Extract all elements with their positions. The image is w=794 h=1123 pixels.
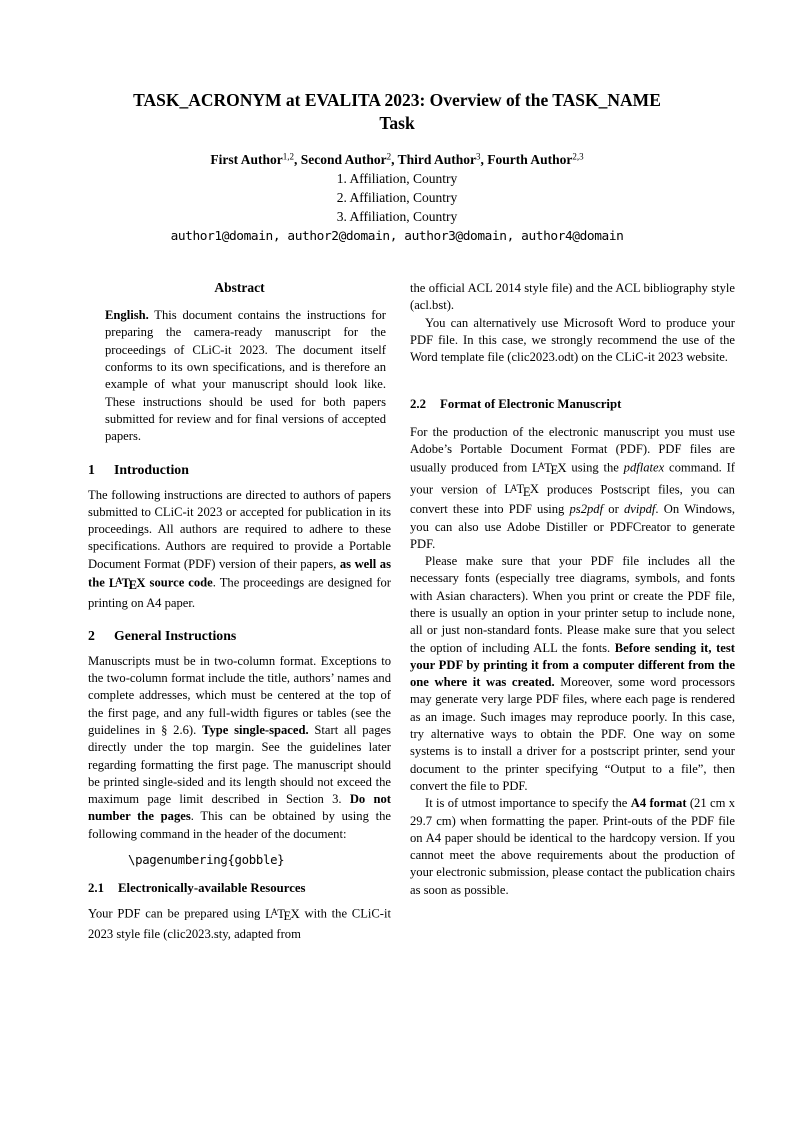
section-heading-general-instructions xyxy=(88,628,391,644)
section-heading-introduction xyxy=(88,462,391,478)
affiliation-line-1: 1. Affiliation, Country xyxy=(336,171,458,187)
abstract-text: English. This document contains the instructions for preparing the camera-ready manuscript for the proceedings of CLiC-it 2023. The document itself conforms to its own specifications, and is therefore an example of what your manuscript should look like. These instructions should be used for both papers submitted for review and for final versions of accepted papers. xyxy=(105,308,386,444)
format-paragraph-1: For the production of the electronic manuscript you must use Adobe’s Portable Document Format (PDF). PDF files are usually produced from $L^ATEX$ using the pdflatex command. If your version of $L^ATEX$ produces Postscript files, you can convert these into PDF using ps2pdf or dvipdf. On Windows, you can also use Adobe Distiller or PDFCreator to generate PDF. xyxy=(410,424,735,551)
paper-header xyxy=(0,0,794,244)
introduction-paragraph: The following instructions are directed to authors of papers submitted to CLiC-it 2023 or accepted for publication in its proceedings. All authors are required to adhere to these specifications. Authors are required to provide a Portable Document Format (PDF) version of their papers, as well as the $L^ATEX$ source code. The proceedings are designed for printing on A4 paper. xyxy=(88,487,392,610)
latex-command-code: \pagenumbering{gobble} xyxy=(128,853,285,868)
abstract-heading: Abstract xyxy=(214,280,265,296)
latex-logo: $L^ATEX$ xyxy=(532,460,567,478)
subsection-title: Format of Electronic Manuscript xyxy=(440,396,622,411)
general-instructions-paragraph: Manuscripts must be in two-column format. Exceptions to the two-column format include the title, authors’ names and complete addresses, which must be centered at the top of the first page, and any full-width figures or tables (see the guidelines in § 2.6). Type single-spaced. Start all pages directly under the top margin. See the guidelines later regarding formatting the first page. The manuscript should be printed single-sided and its length should not exceed the maximum page limit described in Section 3. Do not number the pages. This can be obtained by using the following command in the header of the document: xyxy=(88,653,391,841)
section-title: General Instructions xyxy=(114,627,237,643)
resources-paragraph-start: Your PDF can be prepared using $L^ATEX$ with the CLiC-it 2023 style file (clic2023.sty, adapted from xyxy=(88,906,391,941)
column-gap xyxy=(391,268,410,943)
latex-logo: $L^ATEX$ xyxy=(108,575,146,593)
subsection-heading-resources xyxy=(88,881,391,896)
left-column xyxy=(88,268,391,943)
section-number: 2 xyxy=(88,627,95,643)
affiliation-line-2: 2. Affiliation, Country xyxy=(336,190,458,206)
format-paragraph-2: Please make sure that your PDF file includes all the necessary fonts (especially tree diagrams, symbols, and fonts with Asian characters). When you print or create the PDF file, there is usually an option in your printer setup to include none, all or just non-standard fonts. Please make sure that you select the option of including ALL the fonts. Before sending it, test your PDF by printing it from a computer different from the one where it was created. Moreover, some word processors may generate very large PDF files, where each page is rendered as an image. Such images may reproduce poorly. In this case, try alternative ways to obtain the PDF. One way on some systems is to install a driver for a postscript printer, send your document to the printer specifying “Output to a file”, then convert the file to PDF. xyxy=(410,554,735,793)
subsection-title: Electronically-available Resources xyxy=(118,881,306,896)
paper-title-line1: TASK_ACRONYM at EVALITA 2023: Overview of the TASK_NAME xyxy=(133,90,661,110)
author-line: First Author$^{1,2}$, Second Author$^2$, Third Author$^3$, Fourth Author$^{2,3}$ xyxy=(210,151,584,168)
subsection-number: 2.1 xyxy=(88,881,104,896)
email-line: author1@domain, author2@domain, author3@domain, author4@domain xyxy=(170,229,624,245)
format-paragraph-3: It is of utmost importance to specify the A4 format (21 cm x 29.7 cm) when formatting the paper. Print-outs of the PDF file on A4 paper should be identical to the hardcopy version. If you cannot meet the above requirements about the production of your electronic submission, please contact the publication chairs as soon as possible. xyxy=(410,796,735,897)
affiliation-line-3: 3. Affiliation, Country xyxy=(336,209,458,225)
subsection-number: 2.2 xyxy=(410,396,426,411)
resources-paragraph-continued: the official ACL 2014 style file) and the ACL bibliography style (acl.bst). xyxy=(410,281,735,313)
two-column-body xyxy=(88,268,794,943)
paper-title-line2: Task xyxy=(379,113,415,134)
section-title: Introduction xyxy=(114,461,189,477)
latex-logo: $L^ATEX$ xyxy=(504,482,540,499)
right-column xyxy=(410,268,735,943)
paper-title xyxy=(60,89,734,135)
latex-logo: $L^ATEX$ xyxy=(265,906,300,924)
section-number: 1 xyxy=(88,461,95,477)
subsection-heading-format xyxy=(410,397,735,412)
resources-paragraph-2: You can alternatively use Microsoft Word to produce your PDF file. In this case, we strongly recommend the use of the Word template file (clic2023.odt) on the CLiC-it 2023 website. xyxy=(410,315,735,365)
